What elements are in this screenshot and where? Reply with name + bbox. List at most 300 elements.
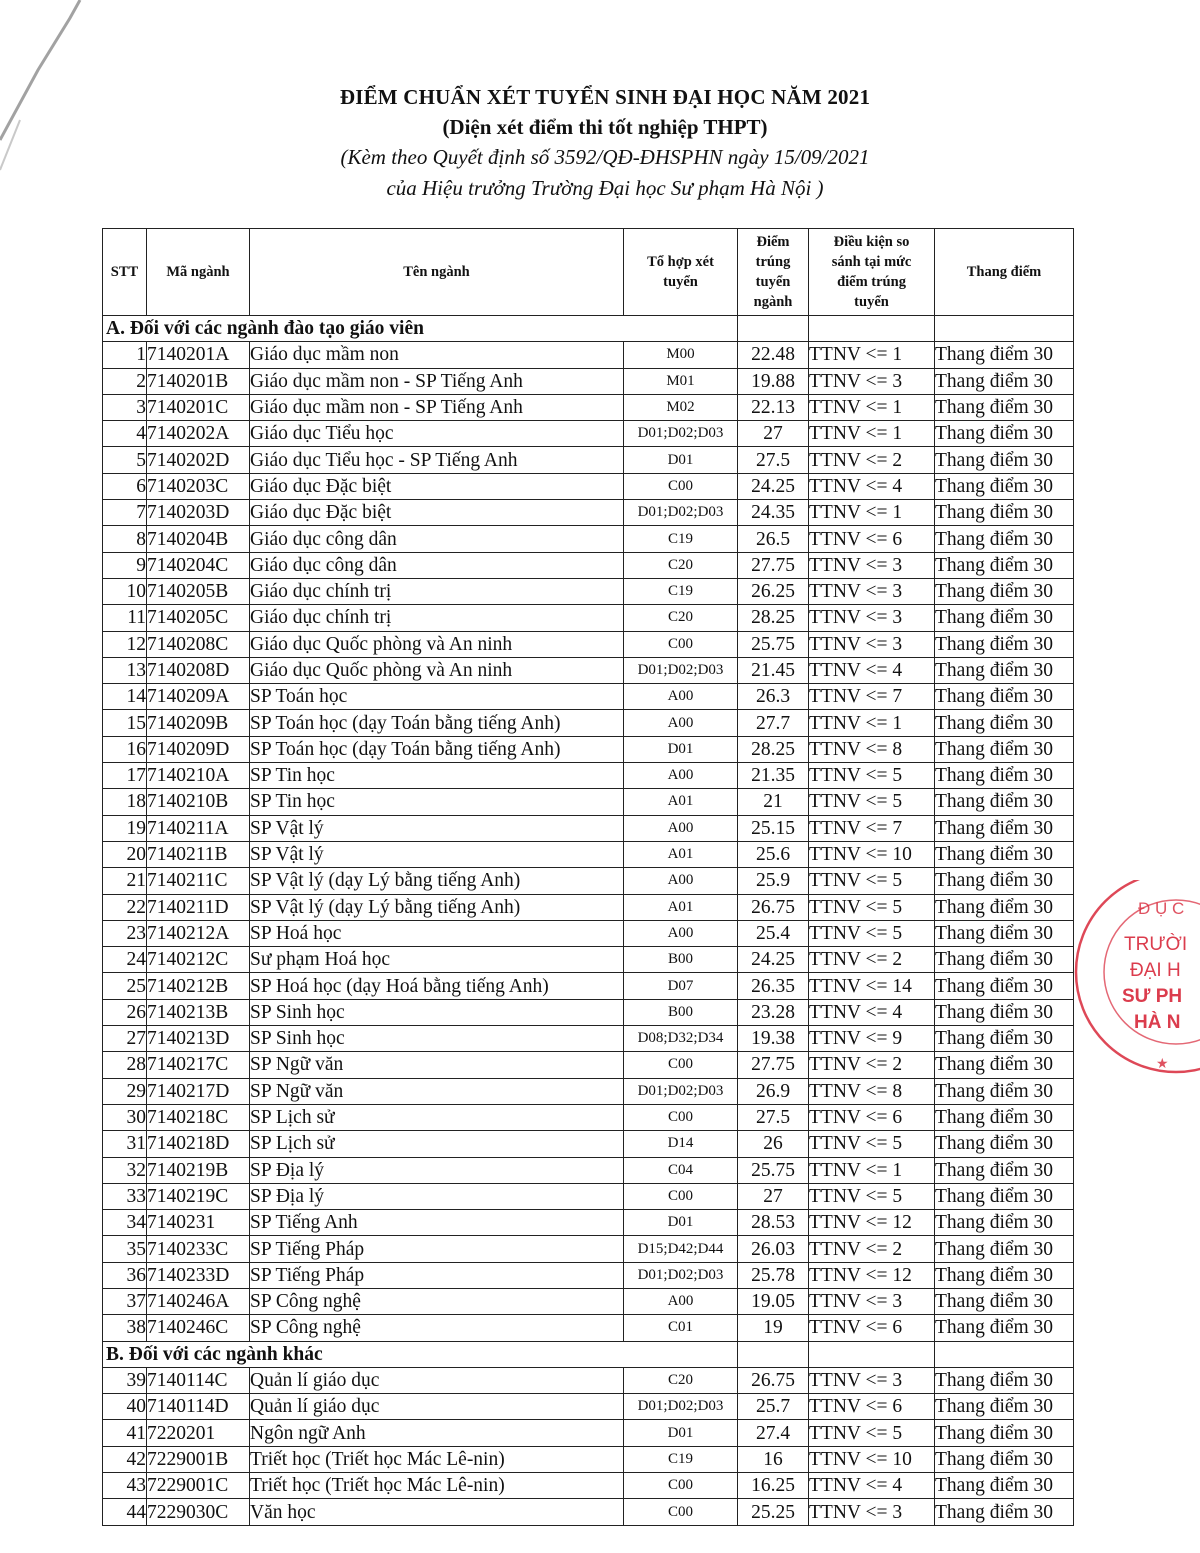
cell-stt: 32 bbox=[103, 1157, 147, 1183]
table-row bbox=[103, 605, 1074, 631]
cell-tiebreak-condition: TTNV <= 5 bbox=[809, 1131, 935, 1157]
cell-score-scale: Thang điểm 30 bbox=[935, 1104, 1074, 1130]
cell-stt: 22 bbox=[103, 894, 147, 920]
table-row bbox=[103, 1183, 1074, 1209]
cell-subject-combination: A00 bbox=[624, 815, 738, 841]
cell-admission-score: 28.25 bbox=[738, 736, 809, 762]
cell-stt: 4 bbox=[103, 421, 147, 447]
cell-tiebreak-condition: TTNV <= 12 bbox=[809, 1210, 935, 1236]
cell-score-scale: Thang điểm 30 bbox=[935, 710, 1074, 736]
cell-subject-combination: A00 bbox=[624, 920, 738, 946]
cell-admission-score: 25.7 bbox=[738, 1394, 809, 1420]
cell-admission-score: 24.25 bbox=[738, 473, 809, 499]
cell-admission-score: 25.6 bbox=[738, 841, 809, 867]
section-header-row bbox=[103, 1341, 1074, 1367]
empty-cell bbox=[738, 1341, 809, 1367]
table-row bbox=[103, 1210, 1074, 1236]
cell-admission-score: 27.7 bbox=[738, 710, 809, 736]
cell-major-code: 7140212C bbox=[147, 947, 250, 973]
cell-stt: 30 bbox=[103, 1104, 147, 1130]
cell-major-name: SP Tin học bbox=[250, 763, 624, 789]
cell-tiebreak-condition: TTNV <= 6 bbox=[809, 1394, 935, 1420]
cell-major-code: 7229030C bbox=[147, 1499, 250, 1525]
cell-subject-combination: D01;D02;D03 bbox=[624, 1262, 738, 1288]
cell-score-scale: Thang điểm 30 bbox=[935, 763, 1074, 789]
cell-tiebreak-condition: TTNV <= 5 bbox=[809, 763, 935, 789]
table-row bbox=[103, 1446, 1074, 1472]
cell-subject-combination: A01 bbox=[624, 841, 738, 867]
table-row bbox=[103, 526, 1074, 552]
cell-tiebreak-condition: TTNV <= 8 bbox=[809, 1078, 935, 1104]
cell-admission-score: 24.35 bbox=[738, 500, 809, 526]
cell-admission-score: 26.5 bbox=[738, 526, 809, 552]
empty-cell bbox=[935, 1341, 1074, 1367]
cell-tiebreak-condition: TTNV <= 2 bbox=[809, 1052, 935, 1078]
cell-stt: 25 bbox=[103, 973, 147, 999]
cell-subject-combination: B00 bbox=[624, 947, 738, 973]
cell-admission-score: 21.35 bbox=[738, 763, 809, 789]
cell-major-code: 7140212A bbox=[147, 920, 250, 946]
cell-stt: 28 bbox=[103, 1052, 147, 1078]
cell-admission-score: 26.9 bbox=[738, 1078, 809, 1104]
cell-stt: 39 bbox=[103, 1367, 147, 1393]
document-header bbox=[0, 82, 1200, 204]
cell-major-code: 7140202A bbox=[147, 421, 250, 447]
cell-major-name: SP Toán học (dạy Toán bằng tiếng Anh) bbox=[250, 710, 624, 736]
cell-subject-combination: C00 bbox=[624, 1499, 738, 1525]
cell-major-name: SP Địa lý bbox=[250, 1183, 624, 1209]
cell-tiebreak-condition: TTNV <= 6 bbox=[809, 1104, 935, 1130]
cell-major-code: 7140231 bbox=[147, 1210, 250, 1236]
cell-stt: 17 bbox=[103, 763, 147, 789]
section-header-row bbox=[103, 316, 1074, 342]
cell-tiebreak-condition: TTNV <= 3 bbox=[809, 578, 935, 604]
cell-subject-combination: D08;D32;D34 bbox=[624, 1026, 738, 1052]
cell-score-scale: Thang điểm 30 bbox=[935, 1473, 1074, 1499]
cell-tiebreak-condition: TTNV <= 3 bbox=[809, 368, 935, 394]
cell-major-name: SP Tiếng Pháp bbox=[250, 1262, 624, 1288]
cell-major-code: 7140208C bbox=[147, 631, 250, 657]
header-tiebreak-condition: Điều kiện so sánh tại mức điểm trúng tuyển bbox=[809, 229, 935, 316]
cell-major-code: 7140209B bbox=[147, 710, 250, 736]
cell-subject-combination: D01;D02;D03 bbox=[624, 657, 738, 683]
cell-subject-combination: D01 bbox=[624, 1210, 738, 1236]
cell-subject-combination: D01 bbox=[624, 447, 738, 473]
cell-tiebreak-condition: TTNV <= 10 bbox=[809, 1446, 935, 1472]
table-row bbox=[103, 789, 1074, 815]
cell-stt: 16 bbox=[103, 736, 147, 762]
cell-tiebreak-condition: TTNV <= 2 bbox=[809, 447, 935, 473]
cell-major-name: SP Sinh học bbox=[250, 999, 624, 1025]
cell-admission-score: 26.3 bbox=[738, 684, 809, 710]
cell-stt: 2 bbox=[103, 368, 147, 394]
cell-major-code: 7140201C bbox=[147, 394, 250, 420]
table-row bbox=[103, 973, 1074, 999]
cell-major-code: 7140210A bbox=[147, 763, 250, 789]
cell-subject-combination: C20 bbox=[624, 605, 738, 631]
cell-tiebreak-condition: TTNV <= 12 bbox=[809, 1262, 935, 1288]
cell-subject-combination: D01;D02;D03 bbox=[624, 500, 738, 526]
cell-stt: 23 bbox=[103, 920, 147, 946]
cell-major-name: SP Vật lý bbox=[250, 815, 624, 841]
cell-major-name: SP Địa lý bbox=[250, 1157, 624, 1183]
cell-stt: 8 bbox=[103, 526, 147, 552]
cell-subject-combination: A01 bbox=[624, 894, 738, 920]
table-row bbox=[103, 684, 1074, 710]
cell-stt: 43 bbox=[103, 1473, 147, 1499]
table-row bbox=[103, 368, 1074, 394]
table-row bbox=[103, 947, 1074, 973]
cell-major-code: 7140204C bbox=[147, 552, 250, 578]
cell-tiebreak-condition: TTNV <= 5 bbox=[809, 868, 935, 894]
cell-admission-score: 25.15 bbox=[738, 815, 809, 841]
cell-major-name: Giáo dục Đặc biệt bbox=[250, 500, 624, 526]
cell-admission-score: 27 bbox=[738, 421, 809, 447]
header-score-scale: Thang điểm bbox=[935, 229, 1074, 316]
table-header-row bbox=[103, 229, 1074, 316]
cell-major-name: SP Sinh học bbox=[250, 1026, 624, 1052]
table-row bbox=[103, 1420, 1074, 1446]
header-major-name: Tên ngành bbox=[250, 229, 624, 316]
cell-tiebreak-condition: TTNV <= 5 bbox=[809, 894, 935, 920]
cell-major-code: 7140205C bbox=[147, 605, 250, 631]
cell-score-scale: Thang điểm 30 bbox=[935, 1394, 1074, 1420]
cell-score-scale: Thang điểm 30 bbox=[935, 1026, 1074, 1052]
cell-major-name: SP Hoá học bbox=[250, 920, 624, 946]
cell-admission-score: 19.05 bbox=[738, 1288, 809, 1314]
cell-subject-combination: D01 bbox=[624, 736, 738, 762]
table-row bbox=[103, 631, 1074, 657]
cell-score-scale: Thang điểm 30 bbox=[935, 1367, 1074, 1393]
cell-major-code: 7140114D bbox=[147, 1394, 250, 1420]
cell-stt: 5 bbox=[103, 447, 147, 473]
cell-tiebreak-condition: TTNV <= 4 bbox=[809, 657, 935, 683]
document-subtitle: (Diện xét điểm thi tốt nghiệp THPT) bbox=[442, 115, 768, 139]
cell-score-scale: Thang điểm 30 bbox=[935, 684, 1074, 710]
cell-major-name: Giáo dục Tiểu học - SP Tiếng Anh bbox=[250, 447, 624, 473]
cell-subject-combination: M00 bbox=[624, 342, 738, 368]
cell-tiebreak-condition: TTNV <= 4 bbox=[809, 1473, 935, 1499]
cell-score-scale: Thang điểm 30 bbox=[935, 1262, 1074, 1288]
cell-admission-score: 23.28 bbox=[738, 999, 809, 1025]
cell-tiebreak-condition: TTNV <= 3 bbox=[809, 1367, 935, 1393]
empty-cell bbox=[935, 316, 1074, 342]
decision-reference: (Kèm theo Quyết định số 3592/QĐ-ĐHSPHN ngày 15/09/2021 bbox=[340, 145, 870, 169]
table-row bbox=[103, 868, 1074, 894]
cell-stt: 27 bbox=[103, 1026, 147, 1052]
cell-major-code: 7140211C bbox=[147, 868, 250, 894]
cell-stt: 13 bbox=[103, 657, 147, 683]
cell-admission-score: 16.25 bbox=[738, 1473, 809, 1499]
cell-subject-combination: B00 bbox=[624, 999, 738, 1025]
table-row bbox=[103, 1499, 1074, 1525]
cell-score-scale: Thang điểm 30 bbox=[935, 552, 1074, 578]
header-stt: STT bbox=[103, 229, 147, 316]
table-row bbox=[103, 1157, 1074, 1183]
cell-major-code: 7140233D bbox=[147, 1262, 250, 1288]
cell-subject-combination: C00 bbox=[624, 473, 738, 499]
cell-major-name: Giáo dục Tiểu học bbox=[250, 421, 624, 447]
cell-subject-combination: M02 bbox=[624, 394, 738, 420]
cell-admission-score: 21.45 bbox=[738, 657, 809, 683]
cell-subject-combination: A00 bbox=[624, 710, 738, 736]
cell-score-scale: Thang điểm 30 bbox=[935, 1157, 1074, 1183]
table-row bbox=[103, 473, 1074, 499]
cell-admission-score: 28.53 bbox=[738, 1210, 809, 1236]
table-row bbox=[103, 736, 1074, 762]
cell-admission-score: 27.4 bbox=[738, 1420, 809, 1446]
cell-admission-score: 25.75 bbox=[738, 631, 809, 657]
cell-subject-combination: D07 bbox=[624, 973, 738, 999]
cell-stt: 21 bbox=[103, 868, 147, 894]
cell-tiebreak-condition: TTNV <= 8 bbox=[809, 736, 935, 762]
cell-subject-combination: D01;D02;D03 bbox=[624, 421, 738, 447]
cell-subject-combination: C00 bbox=[624, 631, 738, 657]
cell-score-scale: Thang điểm 30 bbox=[935, 605, 1074, 631]
cell-score-scale: Thang điểm 30 bbox=[935, 868, 1074, 894]
cell-stt: 34 bbox=[103, 1210, 147, 1236]
school-seal-stamp bbox=[1066, 880, 1200, 1080]
cell-score-scale: Thang điểm 30 bbox=[935, 1446, 1074, 1472]
table-row bbox=[103, 999, 1074, 1025]
cell-tiebreak-condition: TTNV <= 14 bbox=[809, 973, 935, 999]
cell-admission-score: 26.75 bbox=[738, 1367, 809, 1393]
table-row bbox=[103, 578, 1074, 604]
table-row bbox=[103, 920, 1074, 946]
cell-major-name: SP Lịch sử bbox=[250, 1104, 624, 1130]
cell-stt: 18 bbox=[103, 789, 147, 815]
cell-stt: 38 bbox=[103, 1315, 147, 1341]
table-row bbox=[103, 421, 1074, 447]
cell-major-name: SP Tin học bbox=[250, 789, 624, 815]
cell-admission-score: 27 bbox=[738, 1183, 809, 1209]
cell-major-code: 7140213D bbox=[147, 1026, 250, 1052]
cell-subject-combination: A00 bbox=[624, 1288, 738, 1314]
cell-admission-score: 26.35 bbox=[738, 973, 809, 999]
cell-major-name: Văn học bbox=[250, 1499, 624, 1525]
cell-tiebreak-condition: TTNV <= 1 bbox=[809, 1157, 935, 1183]
table-row bbox=[103, 1026, 1074, 1052]
cell-major-code: 7140202D bbox=[147, 447, 250, 473]
cell-subject-combination: D14 bbox=[624, 1131, 738, 1157]
decision-signer: của Hiệu trưởng Trường Đại học Sư phạm Hà Nội ) bbox=[386, 176, 824, 200]
cell-major-code: 7140208D bbox=[147, 657, 250, 683]
admission-scores-table bbox=[102, 228, 1074, 1526]
cell-score-scale: Thang điểm 30 bbox=[935, 841, 1074, 867]
header-major-code: Mã ngành bbox=[147, 229, 250, 316]
table-row bbox=[103, 1262, 1074, 1288]
cell-major-name: SP Hoá học (dạy Hoá bằng tiếng Anh) bbox=[250, 973, 624, 999]
table-row bbox=[103, 500, 1074, 526]
cell-major-name: Giáo dục mầm non - SP Tiếng Anh bbox=[250, 394, 624, 420]
cell-score-scale: Thang điểm 30 bbox=[935, 578, 1074, 604]
cell-subject-combination: A00 bbox=[624, 684, 738, 710]
cell-major-name: Giáo dục mầm non - SP Tiếng Anh bbox=[250, 368, 624, 394]
cell-tiebreak-condition: TTNV <= 1 bbox=[809, 421, 935, 447]
cell-score-scale: Thang điểm 30 bbox=[935, 500, 1074, 526]
cell-major-code: 7140201B bbox=[147, 368, 250, 394]
cell-admission-score: 26.25 bbox=[738, 578, 809, 604]
table-row bbox=[103, 1315, 1074, 1341]
cell-major-name: Triết học (Triết học Mác Lê-nin) bbox=[250, 1473, 624, 1499]
cell-major-name: SP Ngữ văn bbox=[250, 1078, 624, 1104]
cell-stt: 7 bbox=[103, 500, 147, 526]
cell-major-name: Giáo dục mầm non bbox=[250, 342, 624, 368]
cell-major-name: SP Công nghệ bbox=[250, 1315, 624, 1341]
empty-cell bbox=[738, 316, 809, 342]
table-row bbox=[103, 1288, 1074, 1314]
cell-admission-score: 19.38 bbox=[738, 1026, 809, 1052]
cell-subject-combination: C00 bbox=[624, 1052, 738, 1078]
cell-tiebreak-condition: TTNV <= 5 bbox=[809, 1183, 935, 1209]
cell-tiebreak-condition: TTNV <= 1 bbox=[809, 710, 935, 736]
table-row bbox=[103, 1236, 1074, 1262]
cell-major-code: 7140209A bbox=[147, 684, 250, 710]
cell-major-name: Quản lí giáo dục bbox=[250, 1367, 624, 1393]
cell-major-name: SP Vật lý (dạy Lý bằng tiếng Anh) bbox=[250, 894, 624, 920]
cell-score-scale: Thang điểm 30 bbox=[935, 973, 1074, 999]
cell-admission-score: 27.75 bbox=[738, 552, 809, 578]
cell-admission-score: 21 bbox=[738, 789, 809, 815]
cell-major-name: SP Toán học (dạy Toán bằng tiếng Anh) bbox=[250, 736, 624, 762]
cell-score-scale: Thang điểm 30 bbox=[935, 1499, 1074, 1525]
cell-stt: 1 bbox=[103, 342, 147, 368]
cell-major-name: Giáo dục công dân bbox=[250, 552, 624, 578]
cell-stt: 29 bbox=[103, 1078, 147, 1104]
cell-tiebreak-condition: TTNV <= 3 bbox=[809, 1499, 935, 1525]
cell-score-scale: Thang điểm 30 bbox=[935, 447, 1074, 473]
cell-subject-combination: C00 bbox=[624, 1104, 738, 1130]
table-row bbox=[103, 1052, 1074, 1078]
cell-subject-combination: C19 bbox=[624, 526, 738, 552]
table-row bbox=[103, 1367, 1074, 1393]
cell-tiebreak-condition: TTNV <= 4 bbox=[809, 473, 935, 499]
cell-score-scale: Thang điểm 30 bbox=[935, 789, 1074, 815]
cell-subject-combination: C00 bbox=[624, 1183, 738, 1209]
cell-stt: 14 bbox=[103, 684, 147, 710]
cell-admission-score: 25.78 bbox=[738, 1262, 809, 1288]
cell-major-code: 7140210B bbox=[147, 789, 250, 815]
header-subject-combination: Tổ hợp xét tuyển bbox=[624, 229, 738, 316]
table-row bbox=[103, 1131, 1074, 1157]
cell-score-scale: Thang điểm 30 bbox=[935, 631, 1074, 657]
cell-admission-score: 22.48 bbox=[738, 342, 809, 368]
table-row bbox=[103, 447, 1074, 473]
cell-tiebreak-condition: TTNV <= 2 bbox=[809, 947, 935, 973]
cell-score-scale: Thang điểm 30 bbox=[935, 1236, 1074, 1262]
cell-tiebreak-condition: TTNV <= 3 bbox=[809, 1288, 935, 1314]
cell-major-code: 7140211B bbox=[147, 841, 250, 867]
cell-stt: 33 bbox=[103, 1183, 147, 1209]
cell-major-code: 7140217D bbox=[147, 1078, 250, 1104]
svg-text:★: ★ bbox=[1156, 1057, 1169, 1072]
cell-stt: 10 bbox=[103, 578, 147, 604]
table-row bbox=[103, 841, 1074, 867]
cell-major-code: 7140203D bbox=[147, 500, 250, 526]
cell-major-code: 7140218C bbox=[147, 1104, 250, 1130]
cell-major-code: 7140212B bbox=[147, 973, 250, 999]
cell-score-scale: Thang điểm 30 bbox=[935, 999, 1074, 1025]
cell-major-code: 7140233C bbox=[147, 1236, 250, 1262]
cell-score-scale: Thang điểm 30 bbox=[935, 894, 1074, 920]
cell-score-scale: Thang điểm 30 bbox=[935, 526, 1074, 552]
cell-major-code: 7140246C bbox=[147, 1315, 250, 1341]
cell-tiebreak-condition: TTNV <= 9 bbox=[809, 1026, 935, 1052]
cell-stt: 12 bbox=[103, 631, 147, 657]
cell-major-name: Triết học (Triết học Mác Lê-nin) bbox=[250, 1446, 624, 1472]
cell-tiebreak-condition: TTNV <= 6 bbox=[809, 1315, 935, 1341]
cell-stt: 35 bbox=[103, 1236, 147, 1262]
cell-admission-score: 26.03 bbox=[738, 1236, 809, 1262]
cell-major-code: 7140246A bbox=[147, 1288, 250, 1314]
cell-tiebreak-condition: TTNV <= 5 bbox=[809, 1420, 935, 1446]
cell-stt: 20 bbox=[103, 841, 147, 867]
cell-major-code: 7140209D bbox=[147, 736, 250, 762]
cell-tiebreak-condition: TTNV <= 1 bbox=[809, 342, 935, 368]
cell-major-code: 7220201 bbox=[147, 1420, 250, 1446]
cell-major-name: SP Lịch sử bbox=[250, 1131, 624, 1157]
cell-admission-score: 19 bbox=[738, 1315, 809, 1341]
cell-major-code: 7140201A bbox=[147, 342, 250, 368]
cell-tiebreak-condition: TTNV <= 10 bbox=[809, 841, 935, 867]
cell-major-code: 7140211D bbox=[147, 894, 250, 920]
cell-stt: 19 bbox=[103, 815, 147, 841]
cell-score-scale: Thang điểm 30 bbox=[935, 1183, 1074, 1209]
cell-subject-combination: C19 bbox=[624, 1446, 738, 1472]
cell-major-name: Giáo dục chính trị bbox=[250, 578, 624, 604]
empty-cell bbox=[809, 1341, 935, 1367]
cell-score-scale: Thang điểm 30 bbox=[935, 394, 1074, 420]
cell-score-scale: Thang điểm 30 bbox=[935, 736, 1074, 762]
cell-tiebreak-condition: TTNV <= 2 bbox=[809, 1236, 935, 1262]
cell-tiebreak-condition: TTNV <= 3 bbox=[809, 605, 935, 631]
cell-major-code: 7140203C bbox=[147, 473, 250, 499]
cell-major-code: 7140219C bbox=[147, 1183, 250, 1209]
cell-score-scale: Thang điểm 30 bbox=[935, 657, 1074, 683]
cell-major-name: Ngôn ngữ Anh bbox=[250, 1420, 624, 1446]
cell-major-code: 7140205B bbox=[147, 578, 250, 604]
cell-score-scale: Thang điểm 30 bbox=[935, 1315, 1074, 1341]
cell-major-name: Sư phạm Hoá học bbox=[250, 947, 624, 973]
svg-text:ĐẠI H: ĐẠI H bbox=[1130, 960, 1181, 981]
cell-stt: 40 bbox=[103, 1394, 147, 1420]
cell-admission-score: 27.75 bbox=[738, 1052, 809, 1078]
cell-score-scale: Thang điểm 30 bbox=[935, 947, 1074, 973]
cell-major-code: 7229001C bbox=[147, 1473, 250, 1499]
cell-admission-score: 27.5 bbox=[738, 1104, 809, 1130]
header-admission-score: Điểm trúng tuyển ngành bbox=[738, 229, 809, 316]
table-row bbox=[103, 1394, 1074, 1420]
cell-stt: 24 bbox=[103, 947, 147, 973]
cell-major-code: 7140217C bbox=[147, 1052, 250, 1078]
cell-subject-combination: A00 bbox=[624, 868, 738, 894]
cell-score-scale: Thang điểm 30 bbox=[935, 1210, 1074, 1236]
cell-stt: 11 bbox=[103, 605, 147, 631]
cell-admission-score: 26.75 bbox=[738, 894, 809, 920]
cell-admission-score: 25.9 bbox=[738, 868, 809, 894]
table-body bbox=[103, 316, 1074, 1526]
cell-score-scale: Thang điểm 30 bbox=[935, 1052, 1074, 1078]
cell-major-name: SP Vật lý bbox=[250, 841, 624, 867]
cell-subject-combination: D15;D42;D44 bbox=[624, 1236, 738, 1262]
cell-major-name: SP Ngữ văn bbox=[250, 1052, 624, 1078]
cell-major-name: Giáo dục Đặc biệt bbox=[250, 473, 624, 499]
table-row bbox=[103, 1078, 1074, 1104]
cell-subject-combination: C01 bbox=[624, 1315, 738, 1341]
cell-tiebreak-condition: TTNV <= 7 bbox=[809, 684, 935, 710]
cell-subject-combination: A01 bbox=[624, 789, 738, 815]
cell-major-name: Giáo dục Quốc phòng và An ninh bbox=[250, 657, 624, 683]
